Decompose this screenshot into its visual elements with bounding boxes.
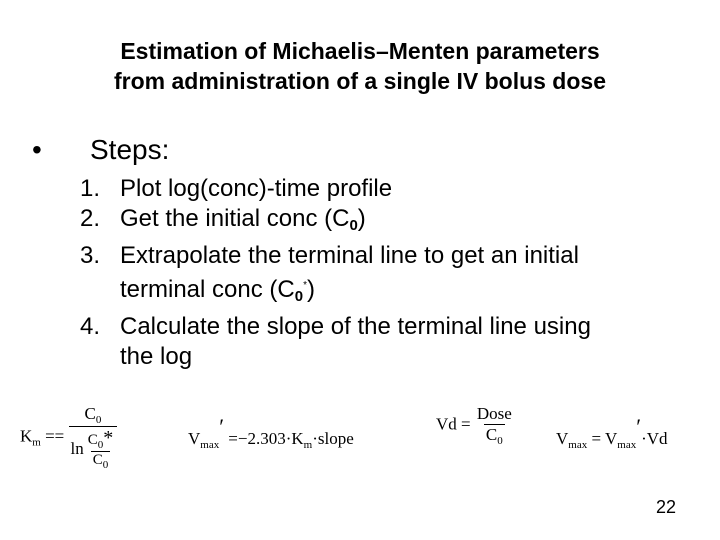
step-number: 2.: [80, 205, 101, 232]
km-numerator: [82, 404, 103, 426]
steps-label: Steps:: [90, 134, 170, 165]
km-equation: [20, 404, 117, 471]
vmax-subscript: max: [568, 439, 588, 451]
vd-symbol: Vd =: [436, 414, 471, 434]
km-fraction: [69, 404, 118, 471]
slope-term: ·slope: [312, 429, 354, 448]
vd-equation: [436, 404, 514, 447]
c0-ratio-bottom: [91, 451, 111, 471]
km-equals: ==: [45, 426, 65, 446]
step-text: Extrapolate the terminal line to get an initial: [120, 242, 579, 269]
step-text-cont: terminal conc (C: [120, 276, 295, 303]
subscript: 0: [294, 288, 304, 305]
km-subscript: m: [303, 439, 313, 451]
c0-subscript: 0: [97, 439, 104, 451]
km-symbol: K: [20, 426, 33, 446]
c0-subscript: 0: [102, 459, 109, 471]
km-subscript: m: [32, 436, 41, 449]
step-text: Get the initial conc (C: [120, 205, 350, 232]
slide-title: [0, 36, 720, 96]
superscript: *: [303, 280, 307, 291]
step-number: 1.: [80, 175, 101, 202]
c0-symbol: C: [92, 452, 103, 468]
c0-symbol: C: [485, 425, 498, 444]
vmax-equals: = V: [591, 429, 618, 448]
c0-ratio-top: [86, 427, 116, 451]
c0-subscript: 0: [95, 414, 102, 426]
vmax-symbol: V: [188, 429, 201, 448]
step-continuation: [120, 271, 700, 312]
list-item: [80, 241, 700, 312]
vmax-subscript: max: [617, 439, 637, 451]
c0-symbol: C: [84, 404, 96, 423]
step-continuation: the log: [120, 343, 193, 370]
vmax-prime-equation: [188, 414, 354, 451]
step-text-end: ): [357, 205, 366, 232]
vd-fraction: [475, 404, 514, 447]
step-text: Plot log(conc)-time profile: [120, 175, 393, 202]
step-number: 3.: [80, 242, 101, 269]
vmax-rhs: =−2.303·K: [228, 429, 304, 448]
vmax-equation: [556, 414, 668, 451]
list-item: [80, 312, 700, 372]
steps-heading: [32, 134, 169, 166]
list-item: [80, 204, 700, 241]
c0-subscript: 0: [497, 435, 503, 447]
dose-numerator: Dose: [476, 404, 512, 423]
title-line-2: from administration of a single IV bolus dose: [113, 68, 606, 94]
list-item: [80, 174, 700, 204]
prime-symbol: ′: [636, 414, 642, 439]
title-line-1: Estimation of Michaelis–Menten parameters: [120, 38, 600, 64]
step-text-end: ): [306, 276, 315, 303]
vmax-symbol: V: [556, 429, 569, 448]
bullet-icon: •: [32, 134, 42, 165]
subscript: 0: [349, 217, 358, 234]
c0-symbol: C: [87, 432, 98, 448]
page-number: 22: [655, 497, 676, 517]
vmax-subscript: max: [200, 439, 220, 451]
prime-symbol: ′: [219, 414, 225, 439]
ln-symbol: ln: [70, 439, 84, 458]
steps-list: [80, 174, 700, 372]
step-text: Calculate the slope of the terminal line using: [120, 313, 591, 340]
vd-term: ·Vd: [641, 429, 668, 448]
vd-denominator: [484, 424, 505, 447]
c0-ratio: [86, 427, 116, 471]
step-number: 4.: [80, 313, 101, 340]
star-symbol: *: [103, 427, 114, 449]
km-denominator: [69, 426, 118, 471]
